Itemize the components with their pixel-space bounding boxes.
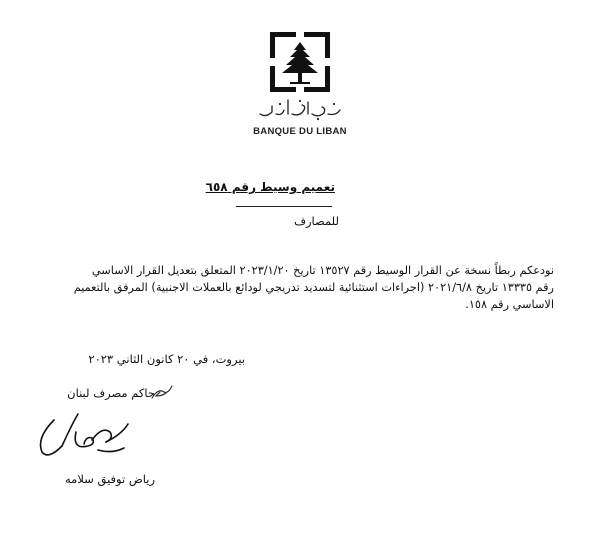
body-line-3: الاساسي رقم ١٥٨. xyxy=(465,298,554,311)
body-paragraph xyxy=(46,262,554,313)
circular-title: تعميم وسيط رقم ٦٥٨ xyxy=(205,180,335,194)
bank-name-arabic-logotype xyxy=(256,96,344,122)
handwritten-signature xyxy=(32,410,152,464)
signer-name: رياض توفيق سلامه xyxy=(65,472,155,486)
bank-name-french: BANQUE DU LIBAN xyxy=(253,126,347,137)
title-divider xyxy=(236,206,332,207)
bank-name-calligraphy-icon xyxy=(256,96,344,122)
signature-icon xyxy=(32,410,152,464)
body-line-1: نودعكم ربطاً نسخة عن القرار الوسيط رقم ١٣٥٢٧ تاريخ ٢٠٢٣/١/٢٠ المتعلق بتعديل القرار الاساسي xyxy=(91,264,554,277)
signer-title: حاكم مصرف لبنان xyxy=(67,386,155,400)
date-line: بيروت، في ٢٠ كانون الثاني ٢٠٢٣ xyxy=(88,352,245,366)
body-line-2: رقم ١٣٣٣٥ تاريخ ٢٠٢١/٦/٨ (اجراءات استثنائية لتسديد تدريجي لودائع بالعملات الاجنبية) المرفق بالتعميم xyxy=(73,281,554,294)
recipient: للمصارف xyxy=(294,214,339,228)
bank-logo xyxy=(268,30,332,94)
cedar-logo-icon xyxy=(268,30,332,94)
